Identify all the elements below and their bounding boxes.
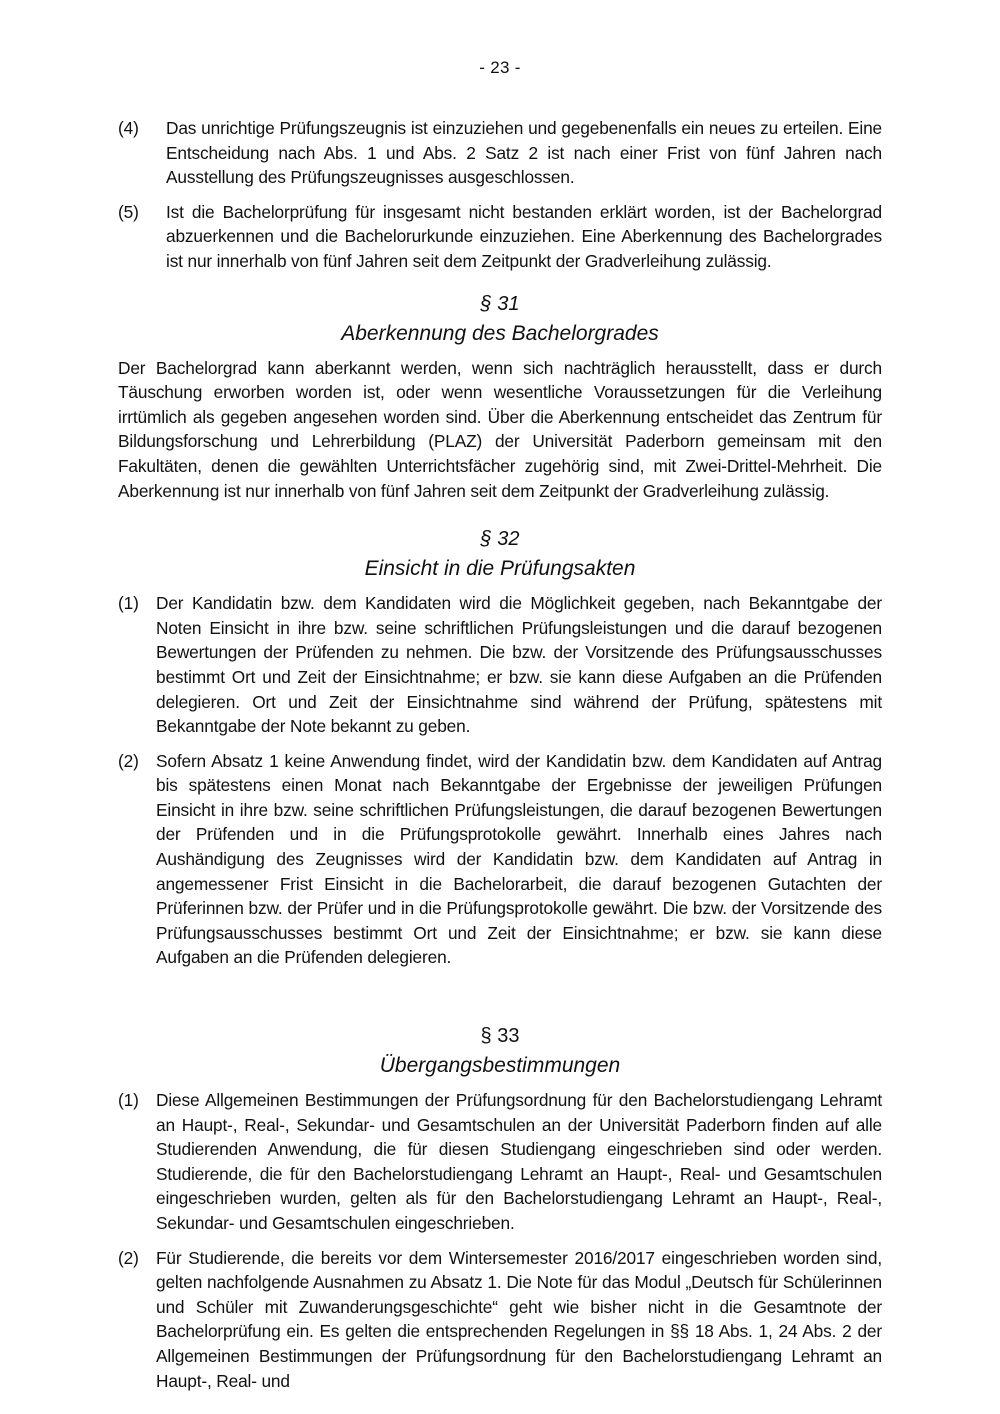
paragraph-text: Für Studierende, die bereits vor dem Wintersemester 2016/2017 eingeschrieben worden sind, gelten nachfolgende Ausnahmen zu Absatz 1. Die Note für das Modul „Deutsch für Schülerinnen und Schüler mit Zuwanderungsgeschichte“ geht wie bisher nicht in die Gesamtnote der Bachelorprüfung ein. Es gelten die entsprechenden Regelungen in §§ 18 Abs. 1, 24 Abs. 2 der Allgemeinen Bestimmungen der Prüfungsordnung für den Bachelorstudiengang Lehramt an Haupt-, Real- und — [156, 1247, 882, 1391]
section-number: § 33 — [480, 1025, 520, 1048]
section-32-heading — [118, 525, 882, 583]
paragraph-number: (2) — [118, 1247, 139, 1268]
section-title: Einsicht in die Prüfungsakten — [364, 557, 636, 581]
paragraph-text: Diese Allgemeinen Bestimmungen der Prüfungsordnung für den Bachelorstudiengang Lehramt an Haupt-, Real-, Sekundar- und Gesamtschulen an der Universität Paderborn finden auf alle Studierenden Anwendung, die für diesen Studiengang eingeschrieben sind oder werden. Studierende, die für den Bachelorstudiengang Lehramt an Haupt-, Real- und Gesamtschulen eingeschrieben wurden, gelten als für den Bachelorstudiengang Lehramt an Haupt-, Real-, Sekundar- und Gesamtschulen eingeschrieben. — [156, 1090, 882, 1233]
paragraph-number: (4) — [118, 118, 139, 138]
section-31-heading — [118, 290, 882, 348]
section-number: § 31 — [480, 292, 520, 315]
paragraph-number: (5) — [118, 201, 139, 222]
paragraph-4 — [118, 116, 882, 190]
paragraph-5 — [118, 200, 882, 274]
paragraph-number: (2) — [118, 750, 139, 771]
section-33-heading — [118, 1022, 882, 1080]
section-title: Aberkennung des Bachelorgrades — [341, 321, 659, 345]
section-32-paragraph-2 — [118, 749, 882, 970]
paragraph-text: Das unrichtige Prüfungszeugnis ist einzuziehen und gegebenenfalls ein neues zu erteilen. Eine Entscheidung nach Abs. 1 und Abs. 2 Satz 2 ist nach einer Frist von fünf Jahren nach Ausstellung des Prüfungszeugnisses ausgeschlossen. — [166, 118, 882, 188]
document-body — [118, 116, 882, 1403]
section-33-paragraph-1 — [118, 1088, 882, 1236]
section-number: § 32 — [480, 528, 520, 551]
paragraph-text: Der Kandidatin bzw. dem Kandidaten wird die Möglichkeit gegeben, nach Bekanntgabe der Noten Einsicht in ihre bzw. seine schriftlichen Prüfungsleistungen und die darauf bezogenen Bewertungen der Prüfenden zu nehmen. Die bzw. der Vorsitzende des Prüfungsausschusses bestimmt Ort und Zeit der Einsichtnahme; er bzw. sie kann diese Aufgaben an die Prüfenden delegieren. Ort und Zeit der Einsichtnahme sind während der Prüfung, spätestens mit Bekanntgabe der Note bekannt zu geben. — [156, 593, 882, 737]
section-33-paragraph-2 — [118, 1246, 882, 1394]
paragraph-text: Sofern Absatz 1 keine Anwendung findet, wird der Kandidatin bzw. dem Kandidaten auf Antrag bis spätestens einen Monat nach Bekanntgabe der Ergebnisse der jeweiligen Prüfungen Einsicht in ihre bzw. seine schriftlichen Prüfungsleistungen, die darauf bezogenen Bewertungen der Prüfenden und in die Prüfungsprotokolle gewährt. Innerhalb eines Jahres nach Aushändigung des Zeugnisses wird der Kandidatin bzw. dem Kandidaten auf Antrag in angemessener Frist Einsicht in die Bachelorarbeit, die darauf bezogenen Gutachten der Prüferinnen bzw. der Prüfer und in die Prüfungsprotokolle gewährt. Die bzw. der Vorsitzende des Prüfungsausschusses bestimmt Ort und Zeit der Einsichtnahme; er bzw. sie kann diese Aufgaben an die Prüfenden delegieren. — [156, 750, 882, 968]
section-31-text: Der Bachelorgrad kann aberkannt werden, wenn sich nachträglich herausstellt, dass er durch Täuschung erworben worden ist, oder wenn wesentliche Voraussetzungen für die Verleihung irrtümlich als gegeben angesehen worden sind. Über die Aberkennung entscheidet das Zentrum für Bildungsforschung und Lehrerbildung (PLAZ) der Universität Paderborn gemeinsam mit den Fakultäten, denen die gewählten Unterrichtsfächer zugehörig sind, mit Zwei-Drittel-Mehrheit. Die Aberkennung ist nur innerhalb von fünf Jahren seit dem Zeitpunkt der Gradverleihung zulässig. — [118, 357, 882, 501]
page-number: - 23 - — [479, 58, 521, 77]
section-32-paragraph-1 — [118, 591, 882, 739]
section-title: Übergangsbestimmungen — [379, 1054, 621, 1078]
paragraph-number: (1) — [118, 1090, 139, 1111]
paragraph-text: Ist die Bachelorprüfung für insgesamt nicht bestanden erklärt worden, ist der Bachelorgrad abzuerkennen und die Bachelorurkunde einzuziehen. Eine Aberkennung des Bachelorgrades ist nur innerhalb von fünf Jahren seit dem Zeitpunkt der Gradverleihung zulässig. — [166, 201, 882, 271]
paragraph-number: (1) — [118, 593, 139, 614]
